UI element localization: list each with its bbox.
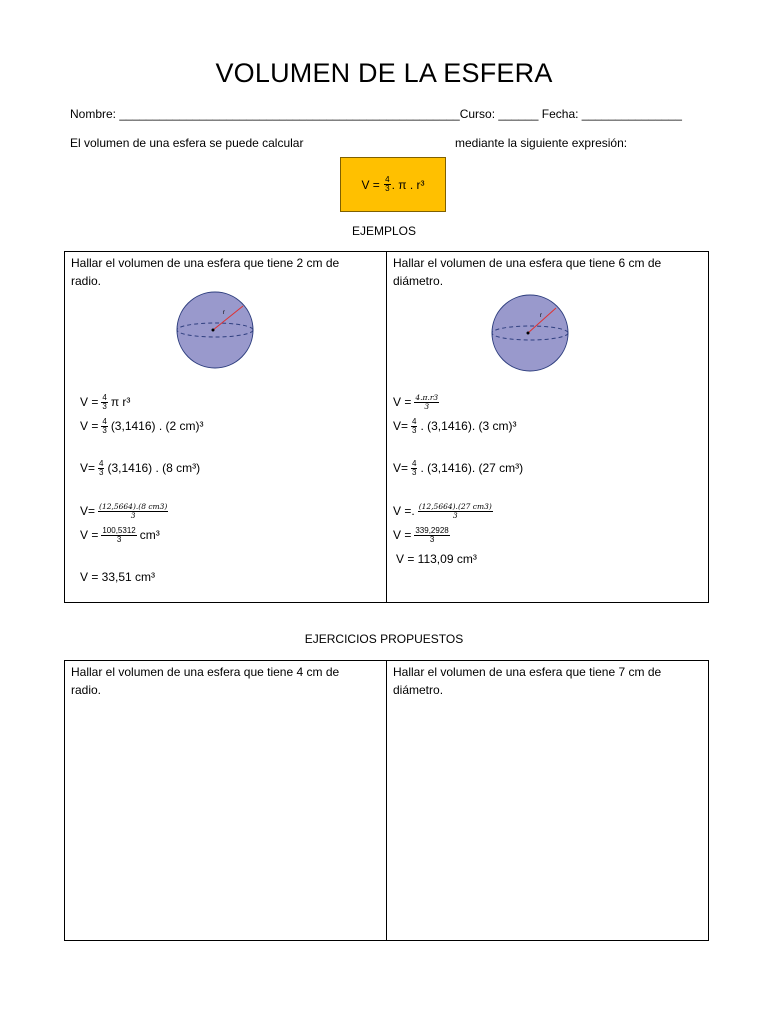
exercise-1-prompt: Hallar el volumen de una esfera que tiene 4 cm de radio.	[71, 665, 340, 697]
name-course-date-line: Nombre: ___________________________________________________Curso: ______ Fecha: _______________	[70, 107, 682, 121]
formula-numerator: 4	[385, 175, 390, 184]
intro-text-right: mediante la siguiente expresión:	[455, 136, 628, 150]
formula-rest: . π . r³	[391, 177, 425, 192]
ex1-step5: V = $\frac{100,5312}{3}$ cm³	[80, 525, 160, 544]
example-2-prompt: Hallar el volumen de una esfera que tiene 6 cm de diámetro.	[393, 256, 662, 288]
ex1-step2: V = $\frac{4}{3}$ (3,1416) . (2 cm)³	[80, 416, 204, 435]
volume-formula-box	[340, 157, 446, 212]
sphere-radius-label: r	[540, 313, 542, 319]
exercise-2-prompt: Hallar el volumen de una esfera que tiene 7 cm de diámetro.	[393, 665, 662, 697]
sphere-diagram-2	[490, 293, 572, 375]
exercise-cell-2	[387, 661, 709, 941]
formula-fraction	[384, 176, 390, 193]
formula-denominator: 3	[385, 184, 390, 193]
exercise-cell-1	[65, 661, 387, 941]
example-cell-1	[65, 252, 387, 603]
formula-prefix: V =	[361, 177, 380, 192]
example-1-prompt: Hallar el volumen de una esfera que tiene 2 cm de radio.	[71, 256, 340, 288]
ex2-step5: V = $\frac{339,2928}{3}$	[393, 525, 449, 544]
ex1-step4: V= $\frac{(12,5664).(8 cm3)}{3}$	[80, 502, 168, 520]
ex1-step3: V= $\frac{4}{3}$ (3,1416) . (8 cm³)	[80, 458, 201, 477]
examples-heading: EJEMPLOS	[351, 224, 417, 238]
exercises-table	[64, 660, 709, 941]
ex2-result: V = 113,09 cm³	[396, 552, 477, 566]
example-cell-2	[387, 252, 709, 603]
ex2-step1: V = $\frac{4.\pi.r3}{3}$	[393, 393, 439, 411]
exercises-heading: EJERCICIOS PROPUESTOS	[304, 632, 464, 646]
sphere-diagram-1	[175, 290, 257, 372]
ex2-step4: V =. $\frac{(12,5664).(27 cm3)}{3}$	[393, 502, 492, 520]
ex1-result: V = 33,51 cm³	[80, 570, 156, 584]
examples-table	[64, 251, 709, 603]
page-title: VOLUMEN DE LA ESFERA	[215, 58, 553, 88]
ex1-step1: V = $\frac{4}{3}$ π r³	[80, 392, 131, 411]
sphere-radius-label: r	[223, 310, 225, 316]
intro-text-left: El volumen de una esfera se puede calcular	[70, 136, 304, 150]
ex2-step2: V= $\frac{4}{3}$ . (3,1416). (3 cm)³	[393, 416, 517, 435]
ex2-step3: V= $\frac{4}{3}$ . (3,1416). (27 cm³)	[393, 458, 524, 477]
